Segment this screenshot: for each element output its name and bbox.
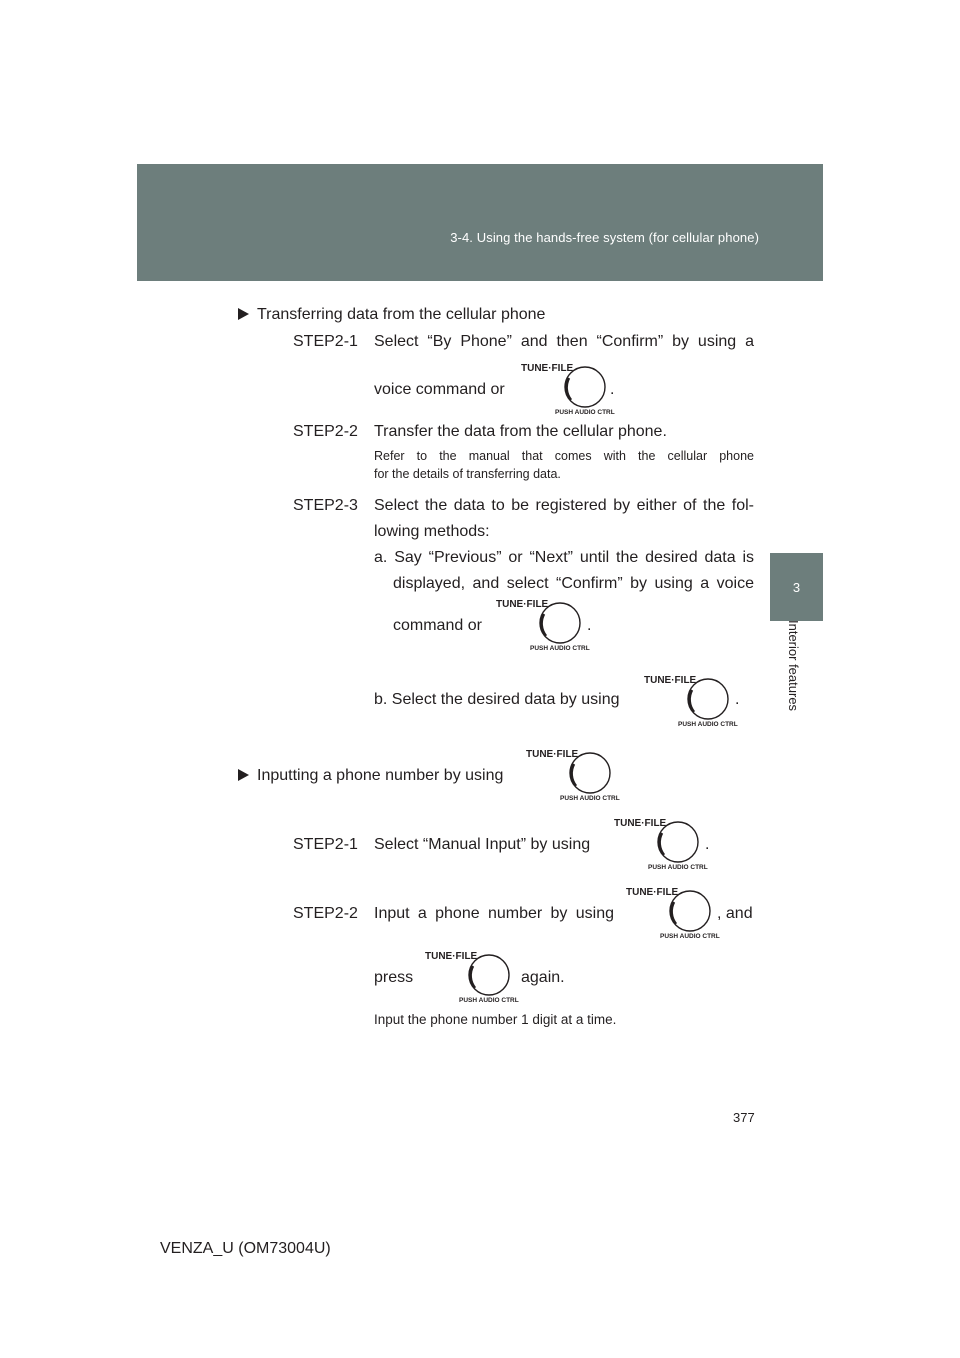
step-id: STEP2-1 — [293, 836, 358, 853]
punctuation: . — [587, 617, 592, 634]
knob-top-label: TUNE·FILE — [521, 363, 574, 374]
step-text: lowing methods: — [374, 523, 490, 540]
chapter-number: 3 — [792, 579, 801, 595]
tune-file-knob-icon — [622, 882, 732, 942]
tune-file-knob-icon — [610, 813, 720, 873]
step-note: Input the phone number 1 digit at a time. — [374, 1012, 617, 1027]
step-text: Select the data to be registered by either of the fol- — [374, 497, 754, 514]
svg-text:TUNE·FILE: TUNE·FILE — [496, 599, 549, 610]
step-note: for the details of transferring data. — [374, 467, 561, 481]
punctuation: , and — [717, 905, 753, 922]
document-model-code: VENZA_U (OM73004U) — [160, 1240, 331, 1257]
step-id: STEP2-1 — [293, 333, 358, 350]
svg-text:PUSH AUDIO CTRL: PUSH AUDIO CTRL — [648, 864, 708, 871]
chapter-tab — [770, 553, 823, 621]
method-a-text: displayed, and select “Confirm” by using a voice — [393, 575, 754, 592]
step-text: Select “Manual Input” by using — [374, 836, 591, 853]
step-text: voice command or — [374, 381, 505, 398]
page-number: 377 — [733, 1110, 755, 1125]
step-text: Select “By Phone” and then “Confirm” by using a — [374, 333, 754, 350]
svg-text:TUNE·FILE: TUNE·FILE — [425, 951, 478, 962]
triangle-bullet-icon — [238, 769, 249, 781]
svg-text:PUSH AUDIO CTRL: PUSH AUDIO CTRL — [530, 645, 590, 652]
step-text: Input a phone number by using — [374, 905, 614, 922]
step-id: STEP2-2 — [293, 905, 358, 922]
svg-text:TUNE·FILE: TUNE·FILE — [626, 887, 679, 898]
step-text: again. — [521, 969, 565, 986]
punctuation: . — [705, 836, 710, 853]
step-id: STEP2-3 — [293, 497, 358, 514]
step-id: STEP2-2 — [293, 423, 358, 440]
step-text: Transfer the data from the cellular phone. — [374, 423, 667, 440]
section-heading-transfer: Transferring data from the cellular phone — [238, 303, 545, 327]
svg-text:TUNE·FILE: TUNE·FILE — [526, 749, 579, 760]
step-text: press — [374, 969, 414, 986]
svg-text:TUNE·FILE: TUNE·FILE — [614, 818, 667, 829]
punctuation: . — [610, 381, 615, 398]
svg-text:PUSH AUDIO CTRL: PUSH AUDIO CTRL — [660, 933, 720, 940]
method-a-text: a. Say “Previous” or “Next” until the desired data is — [374, 549, 754, 566]
tune-file-knob-icon — [421, 946, 531, 1006]
chapter-title: Interior features — [786, 620, 801, 712]
svg-text:TUNE·FILE: TUNE·FILE — [644, 675, 697, 686]
section-heading-input: Inputting a phone number by using — [238, 764, 503, 788]
punctuation: . — [735, 691, 740, 708]
step-note: Refer to the manual that comes with the cellular phone — [374, 449, 754, 463]
section-title: 3-4. Using the hands-free system (for cellular phone) — [450, 230, 759, 245]
section-header-bar — [137, 164, 823, 281]
svg-text:PUSH AUDIO CTRL: PUSH AUDIO CTRL — [560, 795, 620, 802]
method-a-text: command or — [393, 617, 482, 634]
svg-text:PUSH AUDIO CTRL: PUSH AUDIO CTRL — [678, 721, 738, 728]
svg-text:PUSH AUDIO CTRL: PUSH AUDIO CTRL — [459, 997, 519, 1004]
tune-file-knob-icon — [522, 744, 632, 804]
triangle-bullet-icon — [238, 308, 249, 320]
tune-file-knob-icon — [640, 670, 750, 730]
method-b-text: b. Select the desired data by using — [374, 691, 620, 708]
tune-file-knob-icon — [492, 594, 602, 654]
knob-bottom-label: PUSH AUDIO CTRL — [555, 409, 615, 416]
